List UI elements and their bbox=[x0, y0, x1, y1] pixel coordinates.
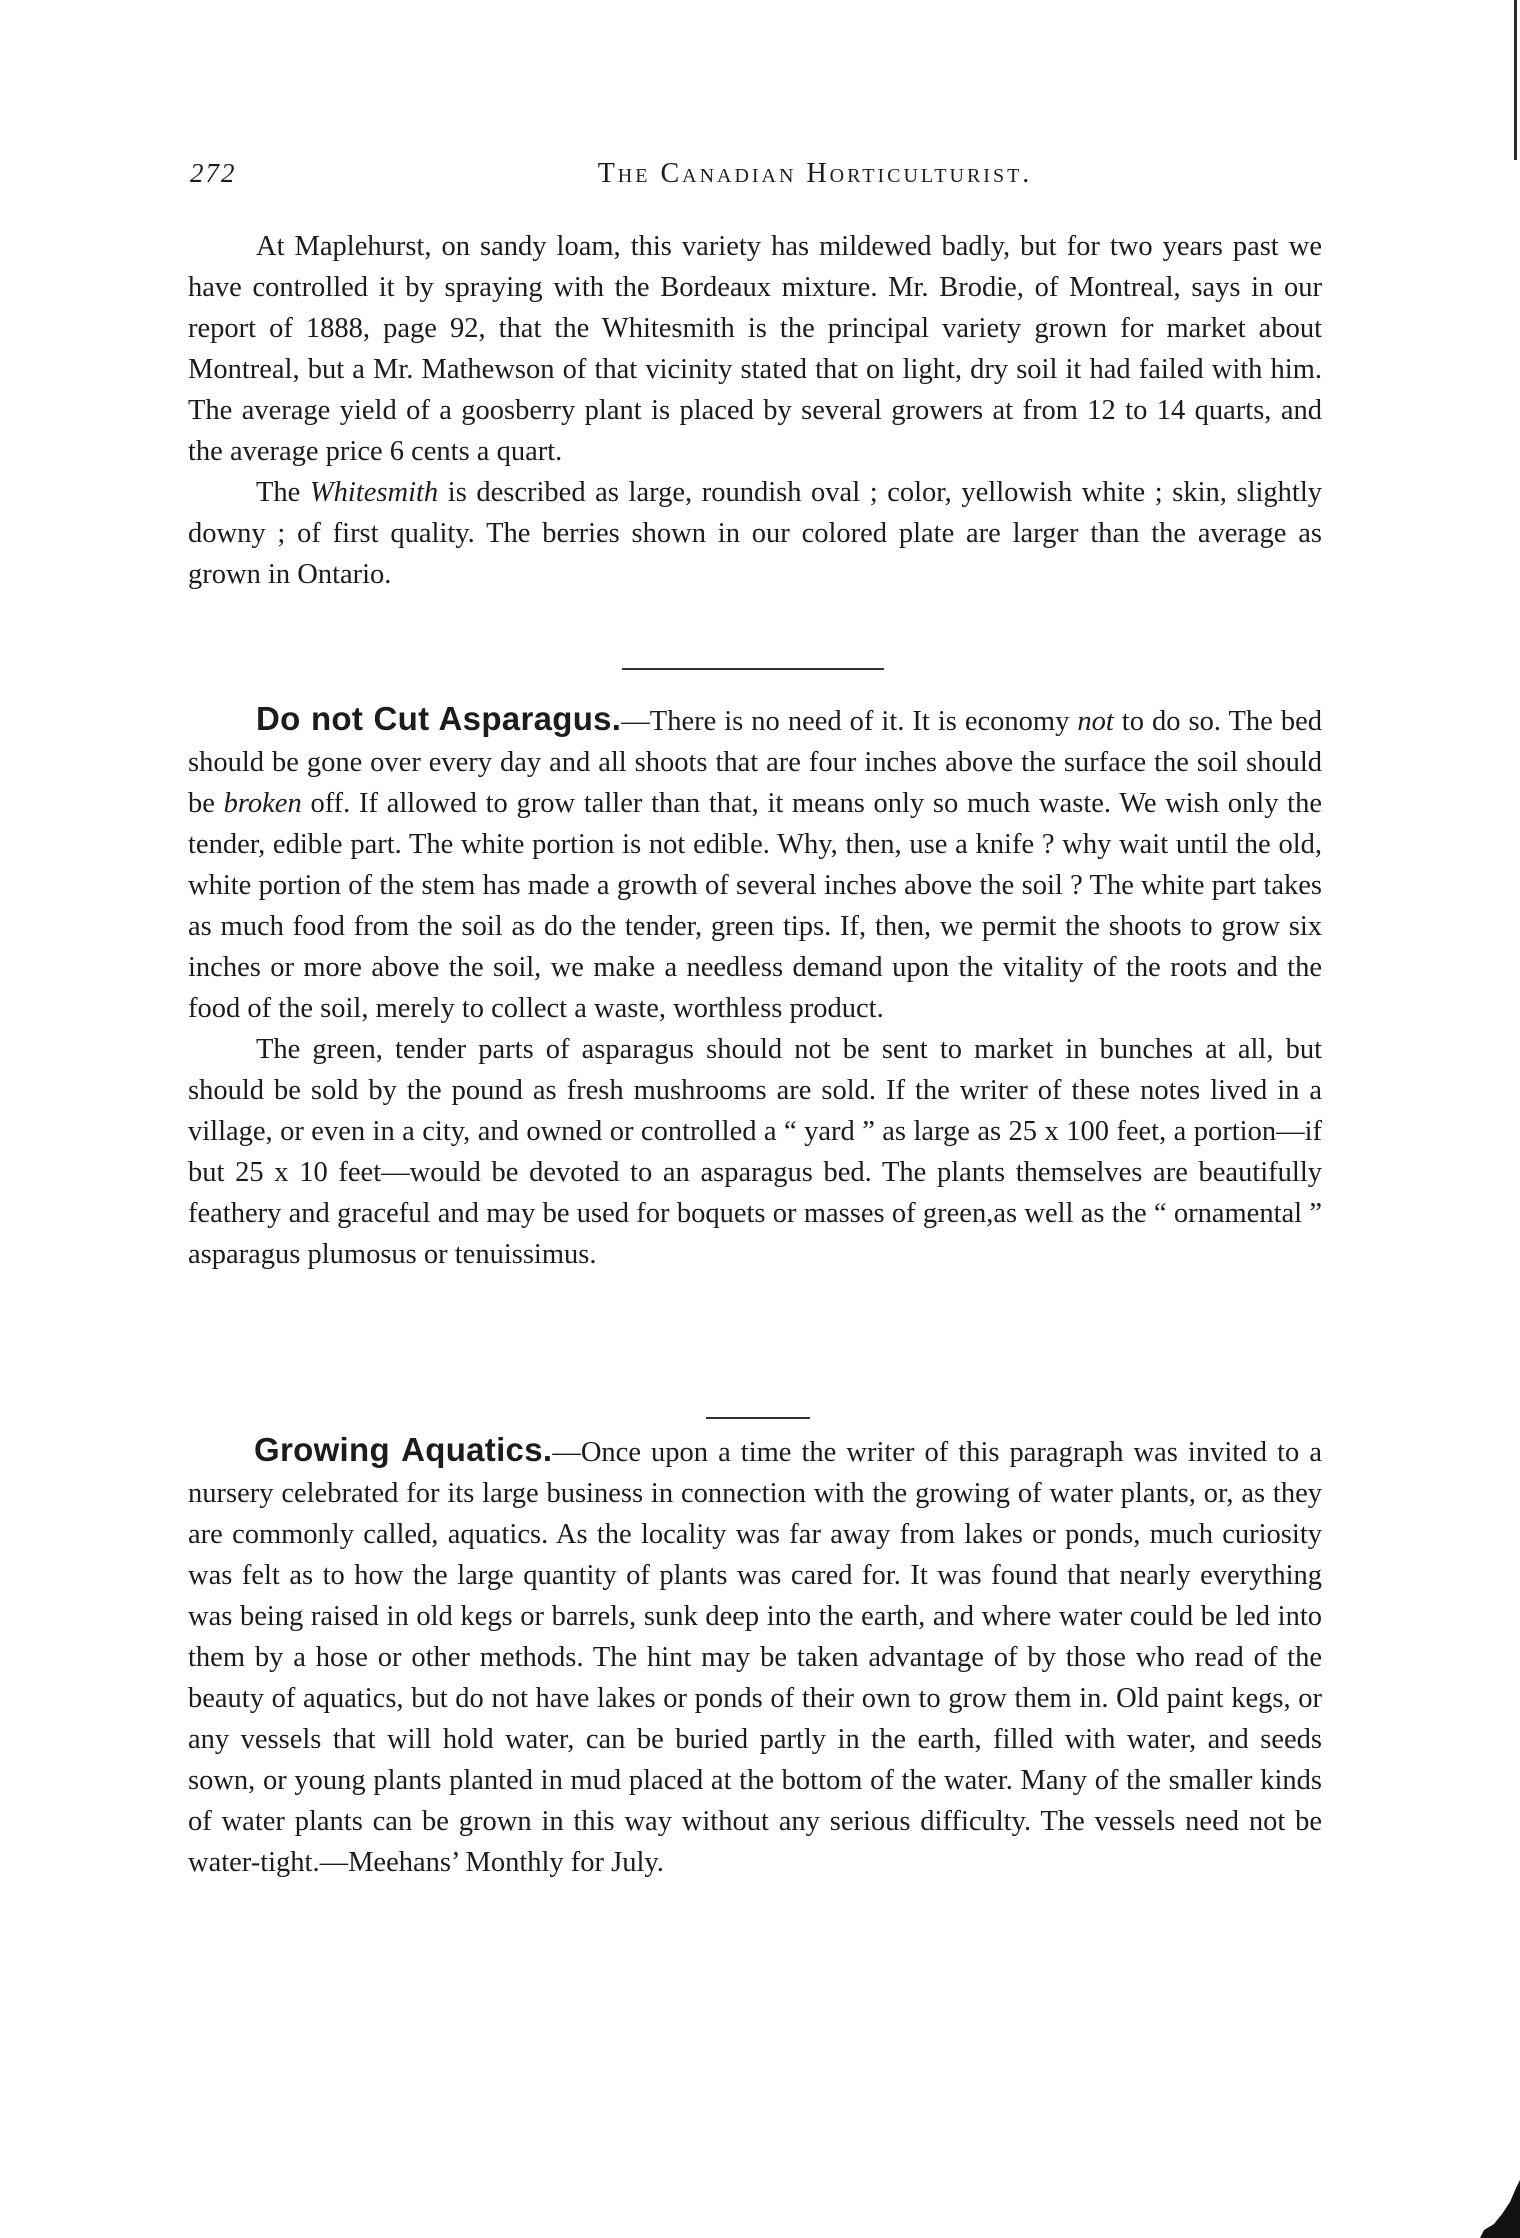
aquatics-article bbox=[188, 1429, 1322, 1883]
variety-name: Whitesmith bbox=[309, 477, 439, 508]
emphasis-broken: broken bbox=[223, 788, 302, 819]
running-head bbox=[190, 158, 1320, 198]
asparagus-heading: Do not Cut Asparagus. bbox=[256, 700, 622, 737]
intro-p2-start: The bbox=[256, 477, 310, 508]
intro-paragraph-1: At Maplehurst, on sandy loam, this variety has mildewed badly, but for two years past we have controlled it by spraying with the Bordeaux mixture. Mr. Brodie, of Montreal, says in our report of 1888, page 92, that the Whitesmith is the principal variety grown for market about Montreal, but a Mr. Mathewson of that vicinity stated that on light, dry soil it had failed with him. The average yield of a goosberry plant is placed by several growers at from 12 to 14 quarts, and the average price 6 cents a quart. bbox=[188, 231, 1322, 467]
asparagus-article bbox=[188, 698, 1322, 1275]
asparagus-paragraph-2: The green, tender parts of asparagus should not be sent to market in bunches at all, but should be sold by the pound as fresh mushrooms are sold. If the writer of these notes lived in a village, or even in a city, and owned or controlled a “ yard ” as large as 25 x 100 feet, a portion—if but 25 x 10 feet—would be devoted to an asparagus bed. The plants themselves are beautifully feathery and graceful and may be used for boquets or masses of green,as well as the “ ornamental ” asparagus plumosus or tenuissimus. bbox=[188, 1034, 1322, 1270]
aquatics-paragraph bbox=[188, 1429, 1322, 1883]
section-divider-short bbox=[706, 1417, 810, 1419]
aquatics-p1: —Once upon a time the writer of this paragraph was invited to a nursery celebrated for its large business in connection with the growing of water plants, or, as they are commonly called, aquatics. As the locality was far away from lakes or ponds, much curiosity was felt as to how the large quantity of plants was cared for. It was found that nearly everything was being raised in old kegs or barrels, sunk deep into the earth, and where water could be led into them by a hose or other methods. The hint may be taken advantage of by those who read of the beauty of aquatics, but do not have lakes or ponds of their own to grow them in. Old paint kegs, or any vessels that will hold water, can be buried partly in the earth, filled with water, and seeds sown, or young plants planted in mud placed at the bottom of the water. Many of the smaller kinds of water plants can be grown in this way without any serious difficulty. The vessels need not be water-tight.—Meehans’ Monthly for July. bbox=[188, 1437, 1322, 1878]
intro-paragraph-2 bbox=[188, 472, 1322, 595]
intro-p2-rest: is described as large, roundish oval ; color, yellowish white ; skin, slightly downy ; of first quality. The berries shown in our colored plate are larger than the average as grown in Ontario. bbox=[188, 477, 1322, 590]
emphasis-not: not bbox=[1077, 706, 1114, 737]
page-edge-mark bbox=[1514, 0, 1517, 160]
asparagus-p1-b: to do so. The bed should be gone over every day and all shoots that are four inches above the surface the soil should be bbox=[188, 706, 1322, 819]
section-divider-long bbox=[622, 668, 884, 670]
aquatics-heading: Growing Aquatics. bbox=[254, 1431, 553, 1468]
page-corner-mark bbox=[1480, 2180, 1520, 2238]
asparagus-paragraph-1 bbox=[188, 698, 1322, 1029]
page-number: 272 bbox=[190, 158, 237, 188]
asparagus-p1-a: —There is no need of it. It is economy bbox=[621, 706, 1078, 737]
whitesmith-article bbox=[188, 226, 1322, 595]
asparagus-p1-c: off. If allowed to grow taller than that, it means only so much waste. We wish only the tender, edible part. The white portion is not edible. Why, then, use a knife ? why wait until the old, white portion of the stem has made a growth of several inches above the soil ? The white part takes as much food from the soil as do the tender, green tips. If, then, we permit the shoots to grow six inches or more above the soil, we make a needless demand upon the vitality of the roots and the food of the soil, merely to collect a waste, worthless product. bbox=[188, 788, 1322, 1024]
journal-title: The Canadian Horticulturist. bbox=[597, 158, 1033, 189]
